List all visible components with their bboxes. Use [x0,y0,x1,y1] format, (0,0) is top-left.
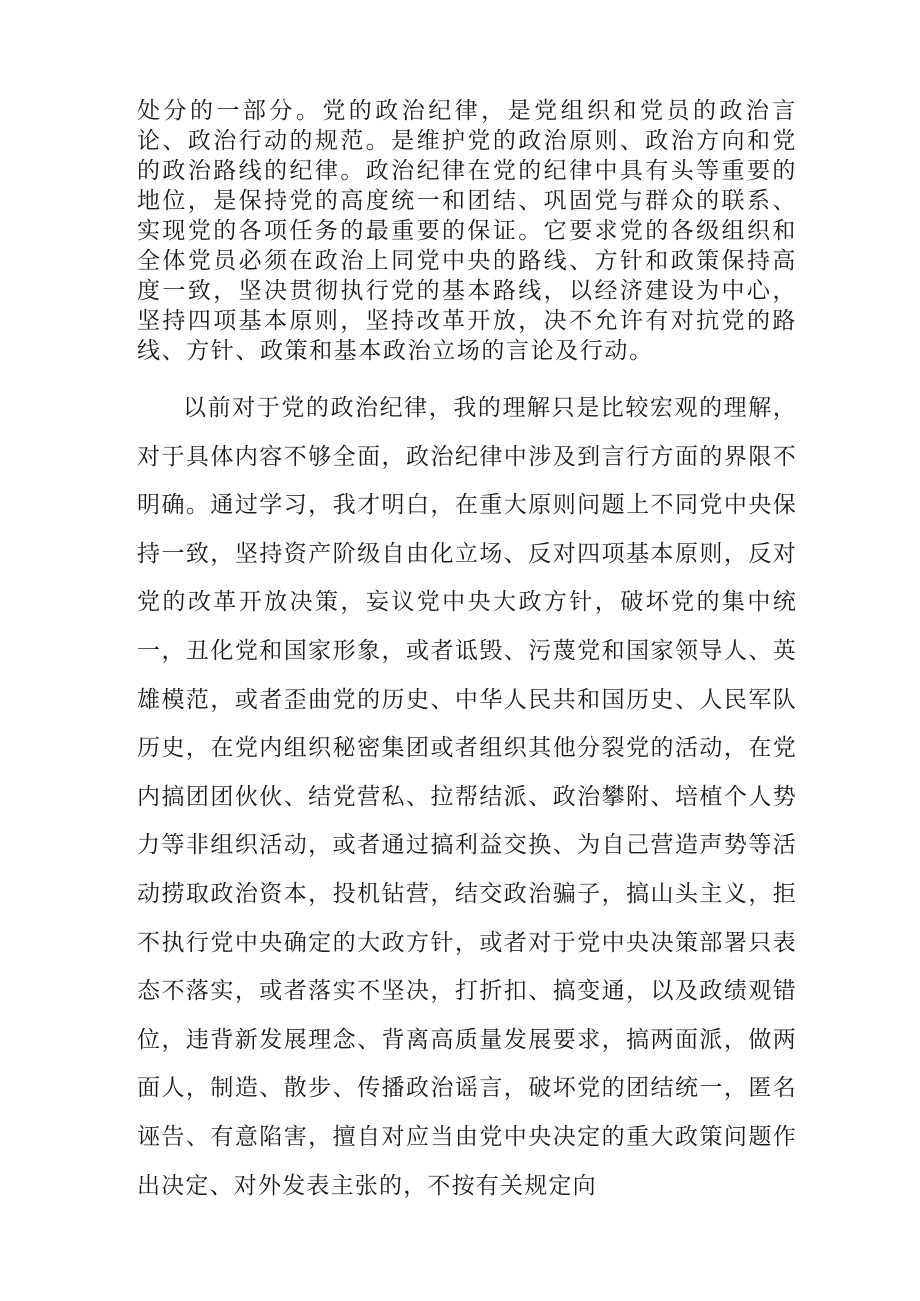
paragraph-personal-understanding: 以前对于党的政治纪律，我的理解只是比较宏观的理解，对于具体内容不够全面，政治纪律中涉及到言行方面的界限不明确。通过学习，我才明白，在重大原则问题上不同党中央保持一致，坚持资产阶级自由化立场、反对四项基本原则，反对党的改革开放决策，妄议党中央大政方针，破坏党的集中统一，丑化党和国家形象，或者诋毁、污蔑党和国家领导人、英雄模范，或者歪曲党的历史、中华人民共和国历史、人民军队历史，在党内组织秘密集团或者组织其他分裂党的活动，在党内搞团团伙伙、结党营私、拉帮结派、政治攀附、培植个人势力等非组织活动，或者通过搞利益交换、为自己营造声势等活动捞取政治资本，投机钻营，结交政治骗子，搞山头主义，拒不执行党中央确定的大政方针，或者对于党中央决策部署只表态不落实，或者落实不坚决，打折扣、搞变通，以及政绩观错位，违背新发展理念、背离高质量发展要求，搞两面派，做两面人，制造、散步、传播政治谣言，破坏党的团结统一，匿名诬告、有意陷害，擅自对应当由党中央决定的重大政策问题作出决定、对外发表主张的，不按有关规定向 [137,395,797,1199]
paragraph-political-discipline-definition: 处分的一部分。党的政治纪律，是党组织和党员的政治言论、政治行动的规范。是维护党的政治原则、政治方向和党的政治路线的纪律。政治纪律在党的纪律中具有头等重要的地位，是保持党的高度统一和团结、巩固党与群众的联系、实现党的各项任务的最重要的保证。它要求党的各级组织和全体党员必须在政治上同党中央的路线、方针和政策保持高度一致，坚决贯彻执行党的基本路线，以经济建设为中心，坚持四项基本原则，坚持改革开放，决不允许有对抗党的路线、方针、政策和基本政治立场的言论及行动。 [137,98,797,364]
